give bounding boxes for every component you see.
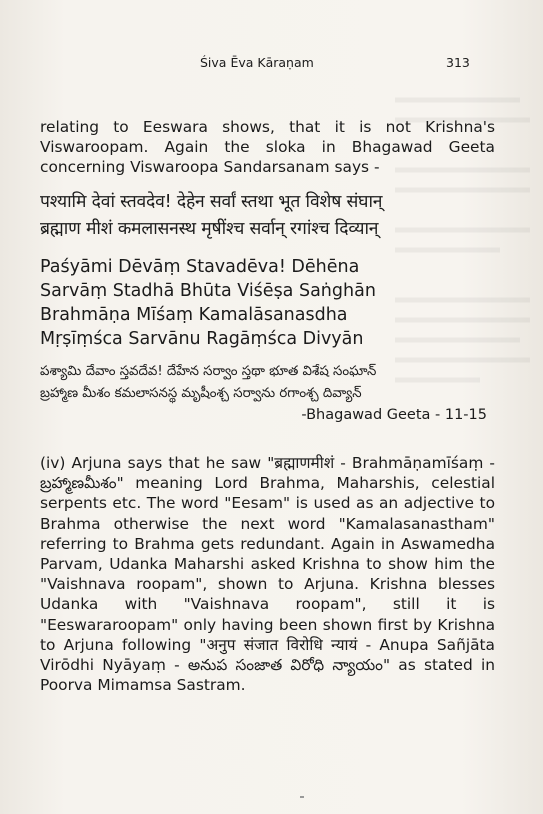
paragraph-iv: (iv) Arjuna says that he saw "ब्रह्माणमीशं - Brahmāṇamīśaṃ - బ్రహ్మాణమీశం" meaning Lord Brahma, Maharshis, celestial serpents etc. The word "Eesam" is used as an adjective to Brahma otherwise the next word "Kamalasanastham" referring to Brahma gets redundant. Again in Aswamedha Parvam, Udanka Maharshi asked Krishna to show him the "Vaishnava roopam", shown to Arjuna. Krishna blesses Udanka with "Vaishnava roopam", still it is "Eeswararoopam" only having been shown first by Krishna to Arjuna following "अनुप संजात विरोधि न्यायं - Anupa Sañjāta Virōdhi Nyāyaṃ - అనుప సంజాత విరోధి న్యాయం" as stated in Poorva Mimamsa Sastram. (40, 454, 495, 695)
sloka-transliteration-line: Mṛṣīṃśca Sarvānu Ragāṃśca Divyān (40, 329, 364, 349)
sloka-telugu-line: పశ్యామి దేవాం స్తవదేవ! దేహేన సర్వాం స్తథా భూత విశేష సంఘాన్ (40, 364, 377, 379)
paragraph-intro: relating to Eeswara shows, that it is not Krishna's Viswaroopam. Again the sloka in Bhagawad Geeta concerning Viswaroopa Sandarsanam says - (40, 118, 495, 176)
page-mark (300, 796, 304, 798)
page-number: 313 (446, 55, 470, 70)
sloka-transliteration-line: Brahmāṇa Mīśaṃ Kamalāsanasdha (40, 305, 348, 325)
sloka-source: -Bhagawad Geeta - 11-15 (301, 407, 487, 423)
sloka-transliteration-line: Sarvāṃ Stadhā Bhūta Viśēṣa Saṅghān (40, 281, 376, 301)
sloka-telugu (40, 361, 495, 405)
header-title: Śiva Ēva Kāraṇam (200, 55, 314, 70)
sloka-devanagari-line: ब्रह्माण मीशं कमलासनस्थ मृषींश्च सर्वान् रगांश्च दिव्यान् (40, 219, 379, 239)
sloka-devanagari-line: पश्यामि देवां स्तवदेव! देहेन सर्वां स्तथा भूत विशेष संघान् (40, 192, 383, 212)
sloka-telugu-line: బ్రహ్మాణ మీశం కమలాసనస్థ మృషీంశ్చ సర్వాను రగాంశ్చ దివ్యాన్ (40, 386, 362, 401)
sloka-devanagari (40, 189, 495, 243)
page-body (40, 117, 495, 695)
sloka-transliteration (40, 255, 495, 351)
sloka-transliteration-line: Paśyāmi Dēvāṃ Stavadēva! Dēhēna (40, 257, 360, 277)
